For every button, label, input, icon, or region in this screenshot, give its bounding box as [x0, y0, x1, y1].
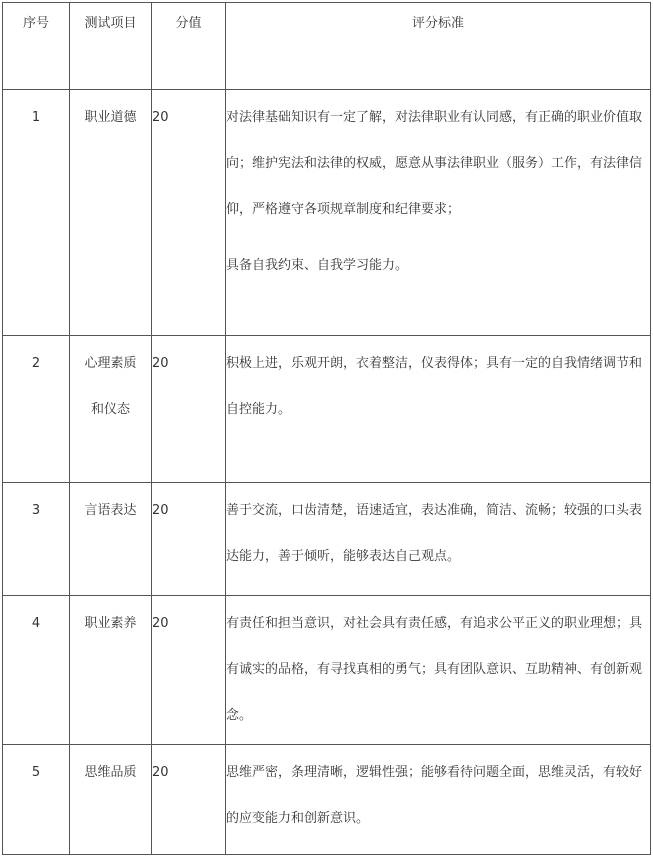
row-criteria: [226, 745, 651, 855]
row-index: 2: [3, 336, 70, 483]
row-test-item: 言语表达: [70, 483, 152, 596]
row-index: 1: [3, 90, 70, 336]
table-row: [3, 90, 651, 336]
criteria-paragraph: 善于交流，口齿清楚，语速适宜，表达准确，简洁、流畅；较强的口头表达能力，善于倾听，能够表达自己观点。: [226, 503, 643, 564]
row-criteria: [226, 336, 651, 483]
criteria-paragraph: 思维严密，条理清晰，逻辑性强；能够看待问题全面，思维灵活，有较好的应变能力和创新意识。: [226, 765, 643, 826]
row-criteria: [226, 90, 651, 336]
table-row: [3, 483, 651, 596]
row-test-item: 职业素养: [70, 596, 152, 745]
row-index: 5: [3, 745, 70, 855]
criteria-paragraph: 具备自我约束、自我学习能力。: [226, 258, 409, 273]
header-score: 分值: [152, 3, 226, 90]
row-index: 3: [3, 483, 70, 596]
criteria-paragraph: 积极上进，乐观开朗，衣着整洁，仪表得体；具有一定的自我情绪调节和自控能力。: [226, 356, 643, 417]
row-index: 4: [3, 596, 70, 745]
scoring-table: [2, 2, 651, 855]
table-row: [3, 336, 651, 483]
row-score: 20: [152, 483, 226, 596]
row-criteria: [226, 596, 651, 745]
table-row: [3, 596, 651, 745]
row-score: 20: [152, 336, 226, 483]
header-index: 序号: [3, 3, 70, 90]
criteria-paragraph: 对法律基础知识有一定了解，对法律职业有认同感，有正确的职业价值取向；维护宪法和法律的权威，愿意从事法律职业（服务）工作，有法律信仰，严格遵守各项规章制度和纪律要求；: [226, 110, 643, 217]
header-test-item: 测试项目: [70, 3, 152, 90]
row-test-item: 职业道德: [70, 90, 152, 336]
criteria-paragraph: 有责任和担当意识，对社会具有责任感，有追求公平正义的职业理想；具有诚实的品格，有寻找真相的勇气；具有团队意识、互助精神、有创新观念。: [226, 616, 643, 723]
row-score: 20: [152, 90, 226, 336]
row-score: 20: [152, 745, 226, 855]
row-score: 20: [152, 596, 226, 745]
table-header-row: [3, 3, 651, 90]
header-criteria: 评分标准: [226, 3, 651, 90]
row-test-item: 心理素质和仪态: [70, 336, 152, 483]
row-criteria: [226, 483, 651, 596]
row-test-item: 思维品质: [70, 745, 152, 855]
table-row: [3, 745, 651, 855]
